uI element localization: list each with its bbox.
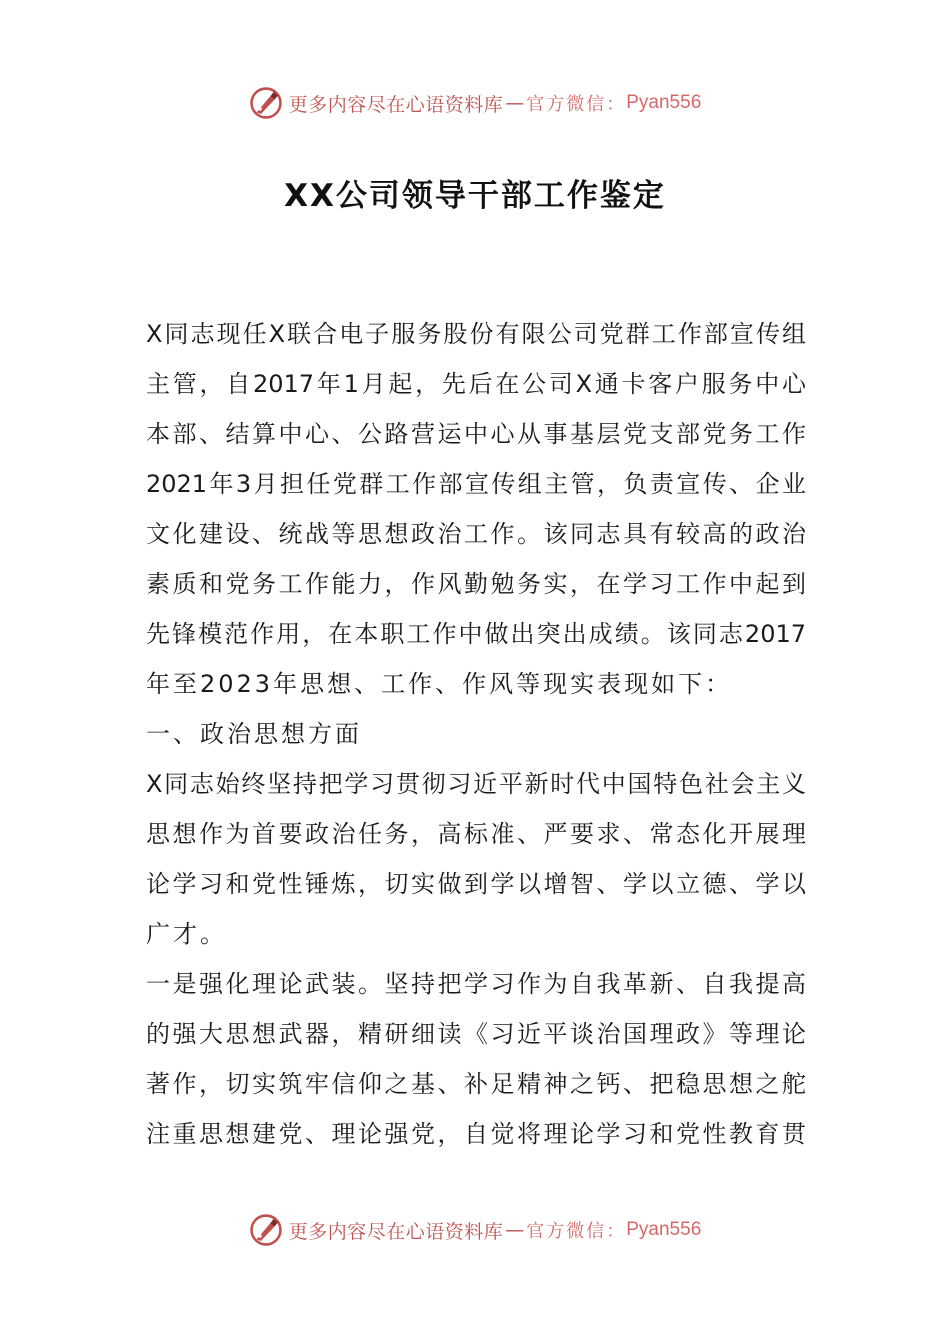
document-line: 2021年3月担任党群工作部宣传组主管，负责宣传、企业 xyxy=(146,470,806,498)
document-line: 论学习和党性锤炼，切实做到学以增智、学以立德、学以 xyxy=(146,870,806,898)
document-title: XX公司领导干部工作鉴定 xyxy=(284,178,666,214)
watermark-separator: — xyxy=(505,1219,525,1241)
document-line: 文化建设、统战等思想政治工作。该同志具有较高的政治 xyxy=(146,520,806,548)
watermark-separator: — xyxy=(505,92,525,114)
pen-nib-logo-icon xyxy=(249,86,283,120)
watermark-wechat-label: 官方微信： xyxy=(526,1221,627,1242)
document-line: X同志始终坚持把学习贯彻习近平新时代中国特色社会主义 xyxy=(146,770,806,798)
watermark-footer xyxy=(0,1210,950,1250)
document-line: 著作，切实筑牢信仰之基、补足精神之钙、把稳思想之舵 xyxy=(146,1070,806,1098)
document-line: 一、政治思想方面 xyxy=(146,720,362,748)
pen-nib-logo-icon xyxy=(249,1213,283,1247)
document-line: X同志现任X联合电子服务股份有限公司党群工作部宣传组 xyxy=(146,320,806,348)
document-line: 本部、结算中心、公路营运中心从事基层党支部党务工作 xyxy=(146,420,806,448)
document-line: 思想作为首要政治任务，高标准、严要求、常态化开展理 xyxy=(146,820,806,848)
watermark-wechat-id: Pyan556 xyxy=(626,92,702,113)
document-line: 广才。 xyxy=(146,920,227,948)
document-body xyxy=(146,309,806,1159)
watermark-brand: 更多内容尽在心语资料库 xyxy=(288,93,504,116)
document-line: 素质和党务工作能力，作风勤勉务实，在学习工作中起到 xyxy=(146,570,806,598)
document-line: 主管，自2017年1月起，先后在公司X通卡客户服务中心 xyxy=(146,370,806,398)
document-line: 先锋模范作用，在本职工作中做出突出成绩。该同志2017 xyxy=(146,620,806,648)
document-line: 注重思想建党、理论强党，自觉将理论学习和党性教育贯 xyxy=(146,1120,806,1148)
document-line: 的强大思想武器，精研细读《习近平谈治国理政》等理论 xyxy=(146,1020,806,1048)
watermark-wechat-id: Pyan556 xyxy=(626,1219,702,1240)
document-line: 年至2023年思想、工作、作风等现实表现如下： xyxy=(146,670,733,698)
watermark-wechat-label: 官方微信： xyxy=(526,94,627,115)
document-line: 一是强化理论武装。坚持把学习作为自我革新、自我提高 xyxy=(146,970,806,998)
watermark-brand: 更多内容尽在心语资料库 xyxy=(288,1220,504,1243)
watermark-header xyxy=(0,83,950,123)
